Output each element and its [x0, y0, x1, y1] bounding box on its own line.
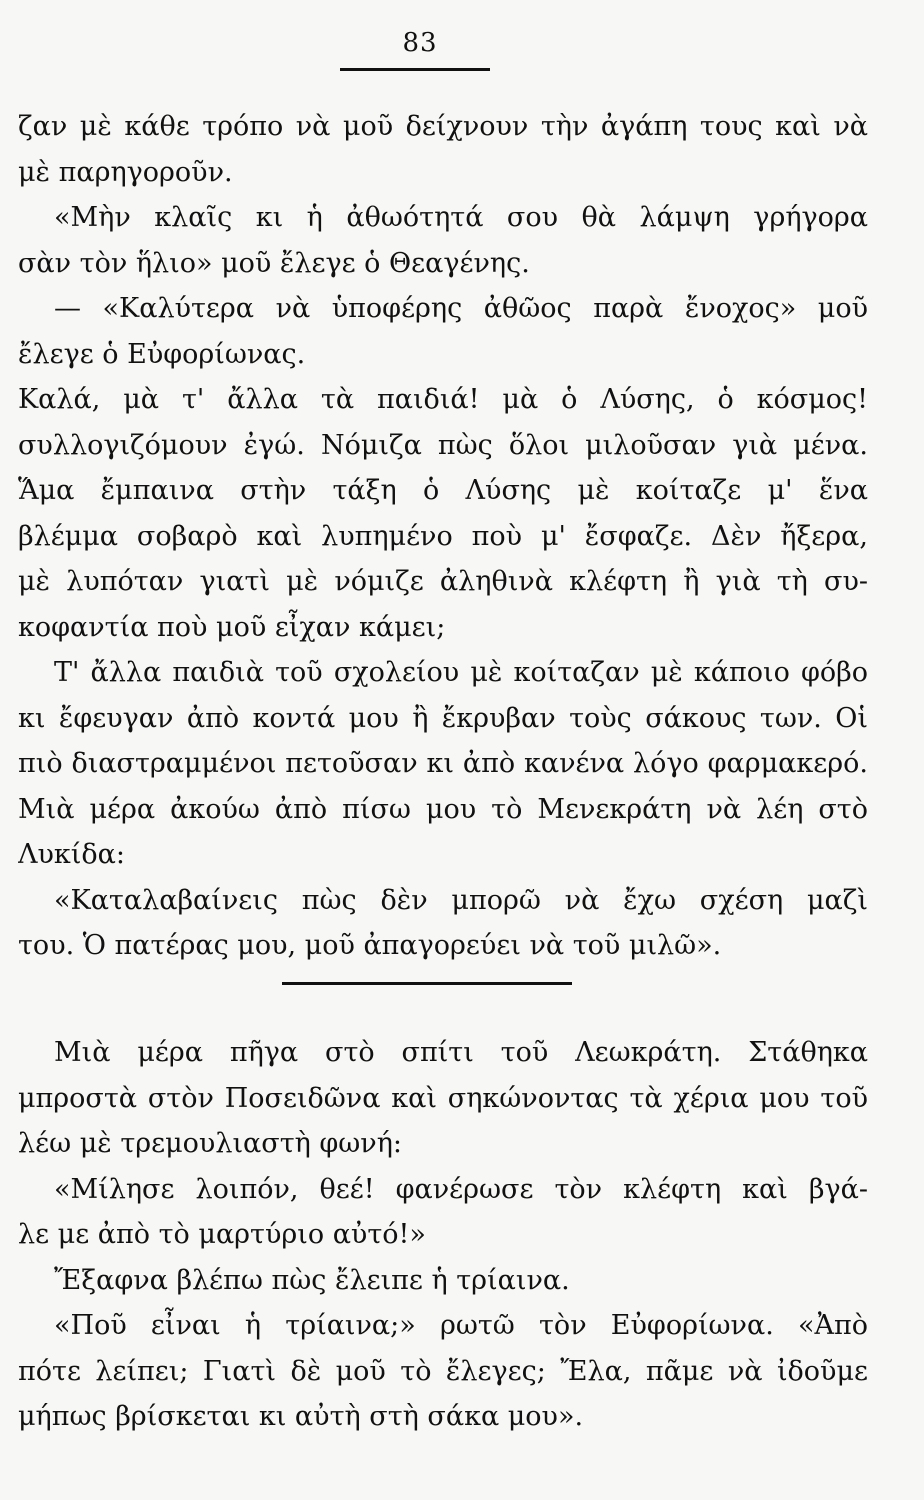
text-line: λε με ἀπὸ τὸ μαρτύριο αὐτό!»: [18, 1219, 426, 1250]
page-number: 83: [402, 28, 438, 58]
text-line: κι ἔφευγαν ἀπὸ κοντά μου ἢ ἔκρυβαν τοὺς σάκους των. Οἱ: [18, 702, 868, 734]
text-line: βλέμμα σοβαρὸ καὶ λυπημένο ποὺ μ' ἔσφαζε. Δὲν ἤξερα,: [18, 520, 868, 552]
text-line: κοφαντία ποὺ μοῦ εἶχαν κάμει;: [18, 611, 446, 643]
text-line: μὲ παρηγοροῦν.: [18, 156, 233, 188]
text-section-2: [18, 1030, 868, 1440]
text-line: του. Ὁ πατέρας μου, μοῦ ἀπαγορεύει νὰ τοῦ μιλῶ».: [18, 930, 722, 961]
section-divider: [282, 982, 572, 985]
text-line: Μιὰ μέρα πῆγα στὸ σπίτι τοῦ Λεωκράτη. Στάθηκα: [54, 1037, 868, 1068]
text-line: πότε λείπει; Γιατὶ δὲ μοῦ τὸ ἔλεγες; Ἔλα, πᾶμε νὰ ἰδοῦμε: [18, 1355, 868, 1387]
text-line: λέω μὲ τρεμουλιαστὴ φωνή:: [18, 1128, 402, 1159]
text-line: Ἔξαφνα βλέπω πὼς ἔλειπε ἡ τρίαινα.: [54, 1264, 570, 1296]
text-line: μὲ λυπόταν γιατὶ μὲ νόμιζε ἀληθινὰ κλέφτη ἢ γιὰ τὴ συ-: [18, 566, 868, 597]
text-line: «Ποῦ εἶναι ἡ τρίαινα;» ρωτῶ τὸν Εὐφορίωνα. «Ἀπὸ: [54, 1310, 868, 1341]
text-line: — «Καλύτερα νὰ ὑποφέρης ἀθῶος παρὰ ἔνοχος» μοῦ: [54, 293, 868, 324]
text-line: ἔλεγε ὁ Εὐφορίωνας.: [18, 338, 306, 370]
text-line: Λυκίδα:: [18, 839, 125, 870]
text-line: «Μίλησε λοιπόν, θεέ! φανέρωσε τὸν κλέφτη καὶ βγά-: [54, 1173, 868, 1205]
text-line: «Καταλαβαίνεις πὼς δὲν μπορῶ νὰ ἔχω σχέση μαζὶ: [54, 884, 868, 916]
text-line: πιὸ διαστραμμένοι πετοῦσαν κι ἀπὸ κανένα λόγο φαρμακερό.: [18, 748, 868, 779]
text-line: Τ' ἄλλα παιδιὰ τοῦ σχολείου μὲ κοίταζαν μὲ κάποιο φόβο: [54, 657, 868, 688]
text-line: Ἅμα ἔμπαινα στὴν τάξη ὁ Λύσης μὲ κοίταζε μ' ἕνα: [18, 475, 868, 506]
text-line: «Μὴν κλαῖς κι ἡ ἀθωότητά σου θὰ λάμψη γρήγορα: [54, 202, 868, 233]
text-section-1: [18, 104, 868, 969]
text-line: σὰν τὸν ἥλιο» μοῦ ἔλεγε ὁ Θεαγένης.: [18, 247, 530, 279]
text-line: συλλογιζόμουν ἐγώ. Νόμιζα πὼς ὅλοι μιλοῦσαν γιὰ μένα.: [18, 429, 868, 461]
header-rule: [340, 68, 490, 71]
text-line: Καλά, μὰ τ' ἄλλα τὰ παιδιά! μὰ ὁ Λύσης, ὁ κόσμος!: [18, 384, 868, 415]
text-line: μήπως βρίσκεται κι αὐτὴ στὴ σάκα μου».: [18, 1401, 584, 1432]
text-line: ζαν μὲ κάθε τρόπο νὰ μοῦ δείχνουν τὴν ἀγάπη τους καὶ νὰ: [18, 111, 868, 142]
text-line: Μιὰ μέρα ἀκούω ἀπὸ πίσω μου τὸ Μενεκράτη νὰ λέη στὸ: [18, 793, 868, 825]
text-line: μπροστὰ στὸν Ποσειδῶνα καὶ σηκώνοντας τὰ χέρια μου τοῦ: [18, 1082, 868, 1114]
